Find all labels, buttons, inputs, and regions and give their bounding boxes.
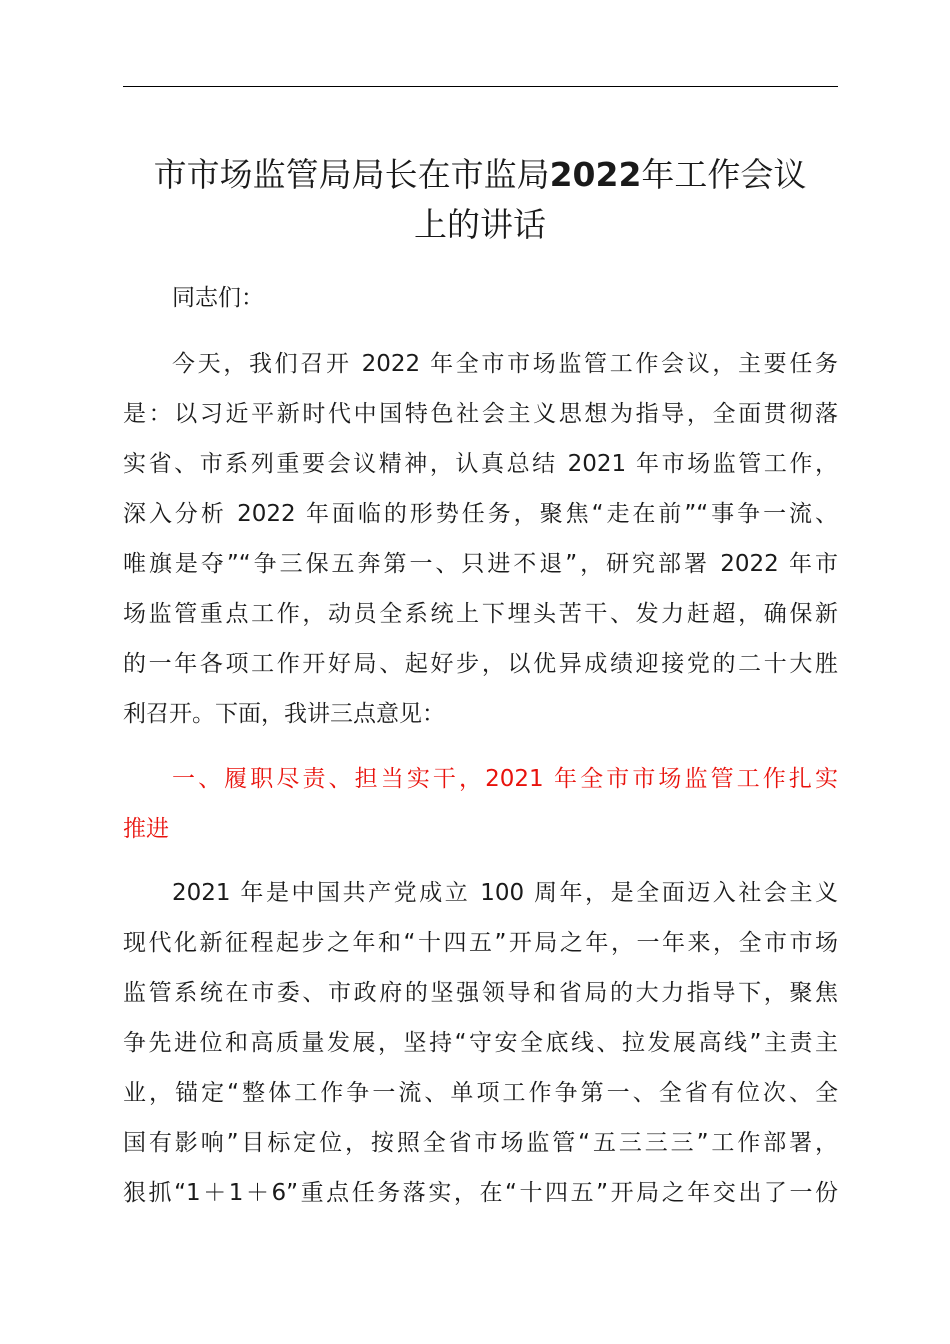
paragraph-line: 实省、市系列重要会议精神，认真总结 2021 年市场监管工作， (123, 451, 838, 477)
paragraph-line: 的一年各项工作开好局、起好步，以优异成绩迎接党的二十大胜 (123, 651, 838, 677)
header-rule (123, 86, 838, 87)
title-year: 2022 (549, 155, 642, 194)
paragraph-line: 业，锚定“整体工作争一流、单项工作争第一、全省有位次、全 (123, 1080, 838, 1106)
paragraph-line: 狠抓“1＋1＋6”重点任务落实，在“十四五”开局之年交出了一份 (123, 1180, 838, 1206)
paragraph-line: 争先进位和高质量发展，坚持“守安全底线、拉发展高线”主责主 (123, 1030, 838, 1056)
paragraph-line: 是：以习近平新时代中国特色社会主义思想为指导，全面贯彻落 (123, 401, 838, 427)
paragraph-2021-review (123, 868, 838, 1218)
paragraph-line: 2021 年是中国共产党成立 100 周年，是全面迈入社会主义 (172, 880, 838, 906)
title-text-b: 年工作会议 (641, 155, 807, 194)
salutation (123, 273, 838, 323)
paragraph-line: 现代化新征程起步之年和“十四五”开局之年，一年来，全市市场 (123, 930, 838, 956)
paragraph-line: 场监管重点工作，动员全系统上下埋头苦干、发力赶超，确保新 (123, 601, 838, 627)
paragraph-line: 深入分析 2022 年面临的形势任务，聚焦“走在前”“事争一流、 (123, 501, 838, 527)
paragraph-line: 监管系统在市委、市政府的坚强领导和省局的大力指导下，聚焦 (123, 980, 838, 1006)
heading-line: 一、履职尽责、担当实干，2021 年全市市场监管工作扎实 (172, 766, 838, 792)
title-text-a: 市市场监管局局长在市监局 (153, 155, 550, 194)
paragraph-intro (123, 339, 838, 739)
heading-line: 推进 (123, 816, 169, 842)
title-line-1 (110, 150, 850, 200)
paragraph-line: 唯旗是夺”“争三保五奔第一、只进不退”，研究部署 2022 年市 (123, 551, 838, 577)
paragraph-line: 今天，我们召开 2022 年全市市场监管工作会议，主要任务 (172, 351, 838, 377)
salutation-text: 同志们： (172, 285, 264, 311)
section-heading-1 (123, 754, 838, 854)
paragraph-line: 利召开。下面，我讲三点意见： (123, 701, 445, 727)
paragraph-line: 国有影响”目标定位，按照全省市场监管“五三三三”工作部署， (123, 1130, 838, 1156)
title-line-2: 上的讲话 (414, 205, 546, 244)
document-title (110, 150, 850, 250)
